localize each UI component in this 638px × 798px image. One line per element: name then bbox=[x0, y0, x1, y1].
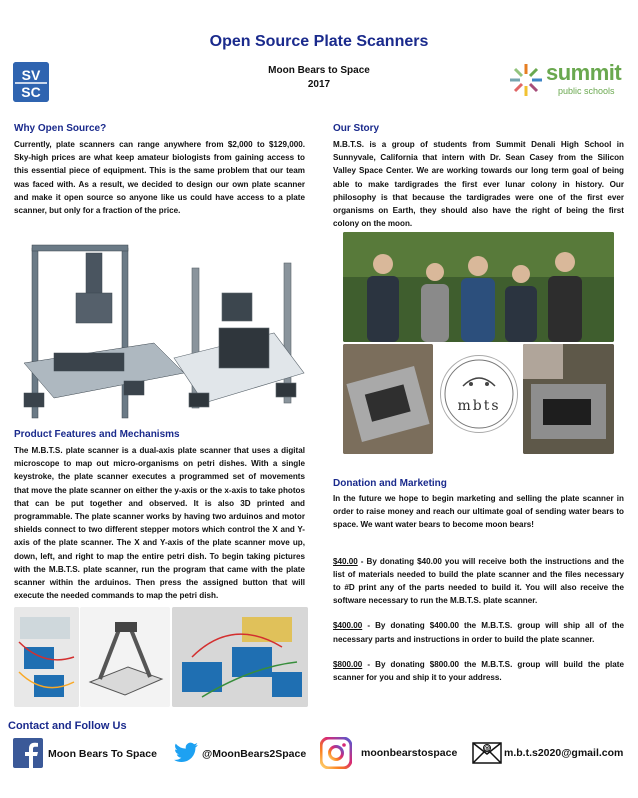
hardware-photo-left bbox=[343, 344, 433, 454]
summit-logo bbox=[508, 60, 626, 102]
twitter-label: @MoonBears2Space bbox=[202, 748, 307, 760]
plate-scanner-render-graphic bbox=[14, 233, 310, 423]
email-label: m.b.t.s2020@gmail.com bbox=[504, 747, 624, 759]
email-link[interactable] bbox=[472, 740, 634, 770]
electronics-2-graphic bbox=[172, 607, 308, 707]
tier-amount: $400.00 bbox=[333, 621, 363, 631]
features-heading: Product Features and Mechanisms bbox=[14, 429, 180, 440]
facebook-icon bbox=[13, 738, 43, 768]
electronics-photo-2 bbox=[172, 607, 308, 707]
tier-text: - By donating $400.00 the M.B.T.S. group will ship all of the necessary parts and instructions in order to build the plate scanner. bbox=[333, 621, 624, 644]
team-photo bbox=[343, 232, 614, 342]
why-body: Currently, plate scanners can range anywhere from $2,000 to $129,000. Sky-high prices are what keep amateur biologists from gaining access to this essential piece of equipment. This is the same problem that our team was faced with. As a result, we decided to design our own plate scanner and make it open source so anyone like us could have access to a plate scanner, but only for a fraction of the price. bbox=[14, 140, 305, 216]
donation-section bbox=[333, 492, 624, 694]
svg-text:SC: SC bbox=[21, 84, 41, 100]
instagram-label: moonbearstospace bbox=[361, 747, 458, 759]
mbts-logo bbox=[440, 355, 518, 433]
email-icon bbox=[472, 742, 502, 764]
twitter-link[interactable] bbox=[172, 738, 317, 770]
hardware-photo-right bbox=[523, 344, 614, 454]
hardware-left-graphic bbox=[343, 344, 433, 454]
summit-sub: public schools bbox=[558, 86, 615, 96]
subtitle-org: Moon Bears to Space bbox=[268, 65, 370, 76]
team-photo-graphic bbox=[343, 232, 614, 342]
contact-heading: Contact and Follow Us bbox=[8, 720, 127, 732]
svg-text:SV: SV bbox=[21, 67, 41, 83]
electronics-photo-1 bbox=[14, 607, 79, 707]
why-heading: Why Open Source? bbox=[14, 123, 107, 134]
mbts-logo-text: mbts bbox=[457, 398, 501, 414]
donation-tier-40 bbox=[333, 555, 624, 608]
printed-scanner-photo bbox=[80, 607, 170, 707]
cad-render-image bbox=[14, 233, 310, 423]
twitter-icon bbox=[172, 740, 200, 766]
electronics-1-graphic bbox=[14, 607, 79, 707]
tier-amount: $40.00 bbox=[333, 556, 358, 566]
tier-text: - By donating $40.00 you will receive both the instructions and the list of materials needed to build the plate scanner and the files necessary to #D print any of the parts needed to build it. You will also receive the software necessary to run the M.B.T.S. plate scanner. bbox=[333, 556, 624, 606]
donation-heading: Donation and Marketing bbox=[333, 478, 447, 489]
subtitle-year: 2017 bbox=[307, 79, 331, 90]
story-body: M.B.T.S. is a group of students from Summit Denali High School in Sunnyvale, California that intern with Dr. Sean Casey from the Silicon Valley Space Center. We are working towards our long term goal of being able to make tardigrades the first ever lunar colony in history. Our philosophy is that because the tardigrades were one of the first ever organisms on Earth, they should also have the right of being the first colony on the moon. bbox=[333, 140, 624, 229]
story-heading: Our Story bbox=[333, 123, 380, 134]
facebook-label: Moon Bears To Space bbox=[48, 748, 157, 760]
facebook-link[interactable] bbox=[13, 738, 173, 770]
instagram-link[interactable] bbox=[320, 737, 465, 769]
donation-tier-400 bbox=[333, 619, 624, 645]
hardware-right-graphic bbox=[523, 344, 614, 454]
printed-scanner-graphic bbox=[80, 607, 170, 707]
tier-amount: $800.00 bbox=[333, 659, 363, 669]
tier-text: - By donating $800.00 the M.B.T.S. group will build the plate scanner for you and ship it to your address. bbox=[333, 659, 624, 683]
page-title: Open Source Plate Scanners bbox=[209, 33, 429, 50]
donation-intro: In the future we hope to begin marketing and selling the plate scanner in order to raise money and reach our ultimate goal of sending water bears to space. We want water bears to become moon bears! bbox=[333, 494, 624, 530]
summit-burst-icon bbox=[508, 62, 544, 98]
instagram-icon bbox=[320, 737, 352, 769]
svg-text:@: @ bbox=[484, 745, 490, 753]
summit-wordmark: summit bbox=[546, 60, 622, 85]
mbts-logo-graphic bbox=[441, 356, 517, 432]
donation-tier-800 bbox=[333, 658, 624, 684]
features-body: The M.B.T.S. plate scanner is a dual-axis plate scanner that uses a digital microscope to map out micro-organisms on petri dishes. With a single keystroke, the plate scanner executes a programmed set of movements that move the plate scanner on either the y-axis or the x-axis to take photos that can be put together and observed. It is also 3D printed and programmable. The plate scanner works by having two arduinos and motor shields connect to two different stepper motors which control the X and Y-axis of the plate scanner. The X and Y-axis of the plate scanner move up, down, left, and right to map the entire petri dish. To begin taking pictures with the M.B.T.S. plate scanner, run the program that came with the plate scanner within the arduinos. Then press the assigned button that will execute the needed commands to map the petri dish. bbox=[14, 446, 305, 601]
